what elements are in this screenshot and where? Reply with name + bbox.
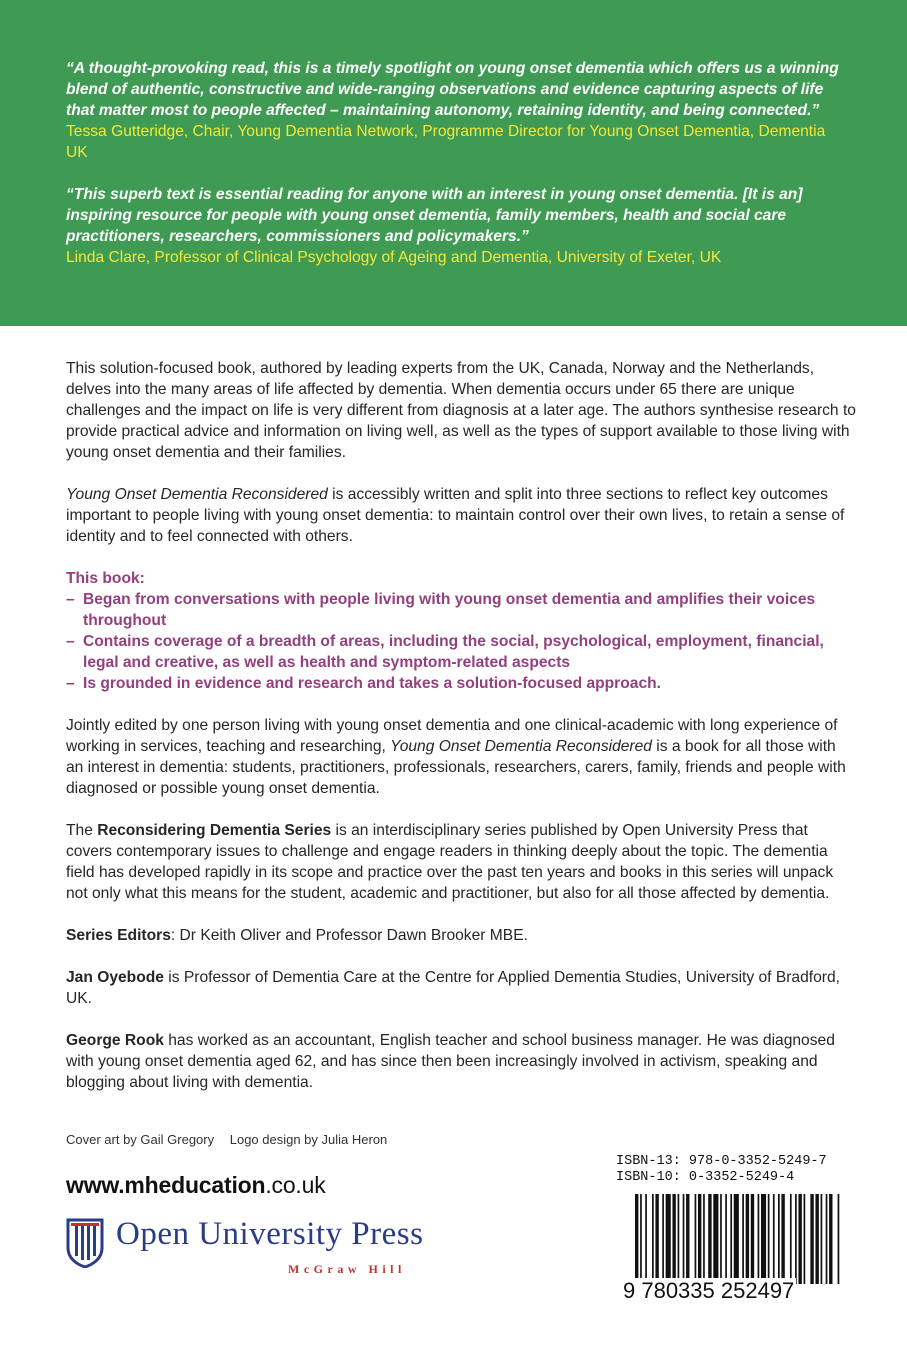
barcode-bar bbox=[683, 1194, 685, 1284]
book-title: Young Onset Dementia Reconsidered bbox=[390, 738, 652, 755]
barcode-bar bbox=[821, 1194, 823, 1284]
blurb-sections-text: is accessibly written and split into three sections to reflect key outcomes important to people living with young onset dementia: to maintain control over their own lives, to retain a sense of identity and to feel connected with others. bbox=[66, 486, 845, 545]
barcode-bar bbox=[703, 1194, 705, 1284]
barcode-bar bbox=[678, 1194, 680, 1284]
praise-quote-2 bbox=[66, 184, 847, 268]
barcode-bar bbox=[781, 1194, 784, 1284]
shield-icon bbox=[66, 1218, 104, 1268]
barcode-bar bbox=[725, 1194, 727, 1284]
logo-design-credit: Logo design by Julia Heron bbox=[229, 1132, 388, 1147]
website-domain: mheducation bbox=[124, 1172, 266, 1198]
barcode-bar bbox=[655, 1194, 658, 1284]
blurb-sections bbox=[66, 484, 856, 547]
author-bio-2 bbox=[66, 1030, 856, 1093]
praise-quote-1 bbox=[66, 58, 847, 163]
publisher-sub-brand: McGraw Hill bbox=[288, 1262, 406, 1276]
barcode-bar bbox=[773, 1194, 775, 1284]
blurb bbox=[66, 358, 856, 1114]
barcode-bar bbox=[798, 1194, 801, 1284]
barcode-bar bbox=[645, 1194, 647, 1284]
credits bbox=[66, 1132, 387, 1147]
barcode-bar bbox=[751, 1194, 754, 1284]
barcode-bar bbox=[720, 1194, 722, 1284]
barcode-bar bbox=[829, 1194, 832, 1284]
barcode-bar bbox=[695, 1194, 697, 1284]
website-suffix: .co.uk bbox=[265, 1172, 326, 1198]
barcode-bar bbox=[758, 1194, 760, 1284]
blurb-series bbox=[66, 820, 856, 904]
barcode-bar bbox=[768, 1194, 770, 1284]
barcode-bar bbox=[698, 1194, 701, 1284]
feature-text: Is grounded in evidence and research and takes a solution-focused approach. bbox=[83, 675, 661, 692]
isbn-10: ISBN-10: 0-3352-5249-4 bbox=[616, 1170, 795, 1185]
list-item bbox=[66, 589, 856, 631]
barcode-bar bbox=[826, 1194, 828, 1284]
blurb-editors bbox=[66, 715, 856, 799]
barcode-bar bbox=[790, 1194, 792, 1284]
barcode-bar bbox=[734, 1194, 739, 1284]
quote-text: “A thought-provoking read, this is a timely spotlight on young onset dementia which offers us a winning blend of authentic, constructive and wide-ranging observations and evidence capturing aspects of life that matter most to people affected – maintaining autonomy, retaining identity, and being connected.” bbox=[66, 60, 839, 119]
publisher-logo bbox=[66, 1214, 566, 1280]
series-prefix: The bbox=[66, 822, 98, 839]
barcode-bar bbox=[810, 1194, 813, 1284]
dash-bullet: – bbox=[66, 591, 75, 608]
barcode-bars bbox=[635, 1194, 841, 1284]
dash-bullet: – bbox=[66, 633, 75, 650]
feature-items bbox=[66, 589, 856, 694]
barcode-bar bbox=[635, 1194, 638, 1284]
series-editors-text: : Dr Keith Oliver and Professor Dawn Brooker MBE. bbox=[170, 927, 528, 944]
quote-attribution: Tessa Gutteridge, Chair, Young Dementia Network, Programme Director for Young Onset Dementia, Dementia UK bbox=[66, 123, 826, 161]
barcode-bar bbox=[652, 1194, 654, 1284]
isbn-13: ISBN-13: 978-0-3352-5249-7 bbox=[616, 1154, 827, 1169]
barcode-bar bbox=[730, 1194, 732, 1284]
barcode-bar bbox=[795, 1194, 797, 1284]
feature-text: Contains coverage of a breadth of areas, including the social, psychological, employment, financial, legal and creative, as well as health and symptom-related aspects bbox=[83, 633, 824, 671]
series-editors-label: Series Editors bbox=[66, 927, 171, 944]
barcode-bar bbox=[838, 1194, 840, 1284]
publisher-name: Open University Press bbox=[116, 1216, 424, 1252]
series-text: is an interdisciplinary series published by Open University Press that covers contemporary issues to challenge and engage readers in thinking deeply about the topic. The dementia field has developed rapidly in its scope and practice over the past ten years and books in this series will unpack not only what this means for the student, academic and practitioner, but also for all those affected by dementia. bbox=[66, 822, 834, 902]
series-name: Reconsidering Dementia Series bbox=[97, 822, 332, 839]
barcode-bar bbox=[746, 1194, 749, 1284]
barcode-bar bbox=[761, 1194, 766, 1284]
edited-text: is a book for all those with an interest in dementia: students, practitioners, professionals, researchers, carers, family, friends and people with diagnosed or possible young onset dementia. bbox=[66, 738, 846, 797]
quote-attribution: Linda Clare, Professor of Clinical Psychology of Ageing and Dementia, University of Exeter, UK bbox=[66, 249, 722, 266]
feature-list-title: This book: bbox=[66, 570, 145, 587]
feature-text: Began from conversations with people living with young onset dementia and amplifies their voices throughout bbox=[83, 591, 816, 629]
barcode-bar bbox=[672, 1194, 675, 1284]
barcode-bar bbox=[815, 1194, 818, 1284]
book-title: Young Onset Dementia Reconsidered bbox=[66, 486, 328, 503]
author-name: Jan Oyebode bbox=[66, 969, 164, 986]
author-bio-text: is Professor of Dementia Care at the Centre for Applied Dementia Studies, University of Bradford, UK. bbox=[66, 969, 840, 1007]
barcode-bar bbox=[778, 1194, 780, 1284]
barcode-bar bbox=[662, 1194, 664, 1284]
barcode-bar bbox=[742, 1194, 744, 1284]
barcode-bar bbox=[804, 1194, 806, 1284]
blurb-intro: This solution-focused book, authored by leading experts from the UK, Canada, Norway and the Netherlands, delves into the many areas of life affected by dementia. When dementia occurs under 65 there are unique challenges and the impact on life is very different from diagnosis at a later age. The authors synthesise research to provide practical advice and information on living well, as well as the types of support available to those living with young onset dementia and their families. bbox=[66, 360, 856, 461]
quote-text: “This superb text is essential reading for anyone with an interest in young onset dementia. [It is an] inspiring resource for people with young onset dementia, family members, health and social care practitioners, researchers, commissioners and policymakers.” bbox=[66, 186, 803, 245]
barcode-number: 9 780335 252497 bbox=[623, 1278, 795, 1303]
list-item bbox=[66, 631, 856, 673]
barcode-bar bbox=[666, 1194, 671, 1284]
list-item bbox=[66, 673, 856, 694]
edited-text: Jointly edited by one person living with young onset dementia and one clinical-academic with long experience of working in services, teaching and researching, bbox=[66, 717, 838, 755]
author-name: George Rook bbox=[66, 1032, 164, 1049]
website-url[interactable] bbox=[66, 1172, 326, 1199]
dash-bullet: – bbox=[66, 675, 75, 692]
feature-list bbox=[66, 568, 856, 694]
barcode-bar bbox=[708, 1194, 711, 1284]
website-prefix: www. bbox=[66, 1172, 125, 1198]
praise-band bbox=[0, 0, 907, 326]
barcode-bar bbox=[713, 1194, 718, 1284]
barcode-bar bbox=[686, 1194, 689, 1284]
series-editors bbox=[66, 925, 856, 946]
author-bio-1 bbox=[66, 967, 856, 1009]
cover-art-credit: Cover art by Gail Gregory bbox=[66, 1132, 215, 1147]
barcode-bar bbox=[640, 1194, 642, 1284]
isbn-barcode bbox=[611, 1154, 843, 1304]
author-bio-text: has worked as an accountant, English teacher and school business manager. He was diagnosed with young onset dementia aged 62, and has since then been increasingly involved in activism, speaking and blogging about living with dementia. bbox=[66, 1032, 835, 1091]
